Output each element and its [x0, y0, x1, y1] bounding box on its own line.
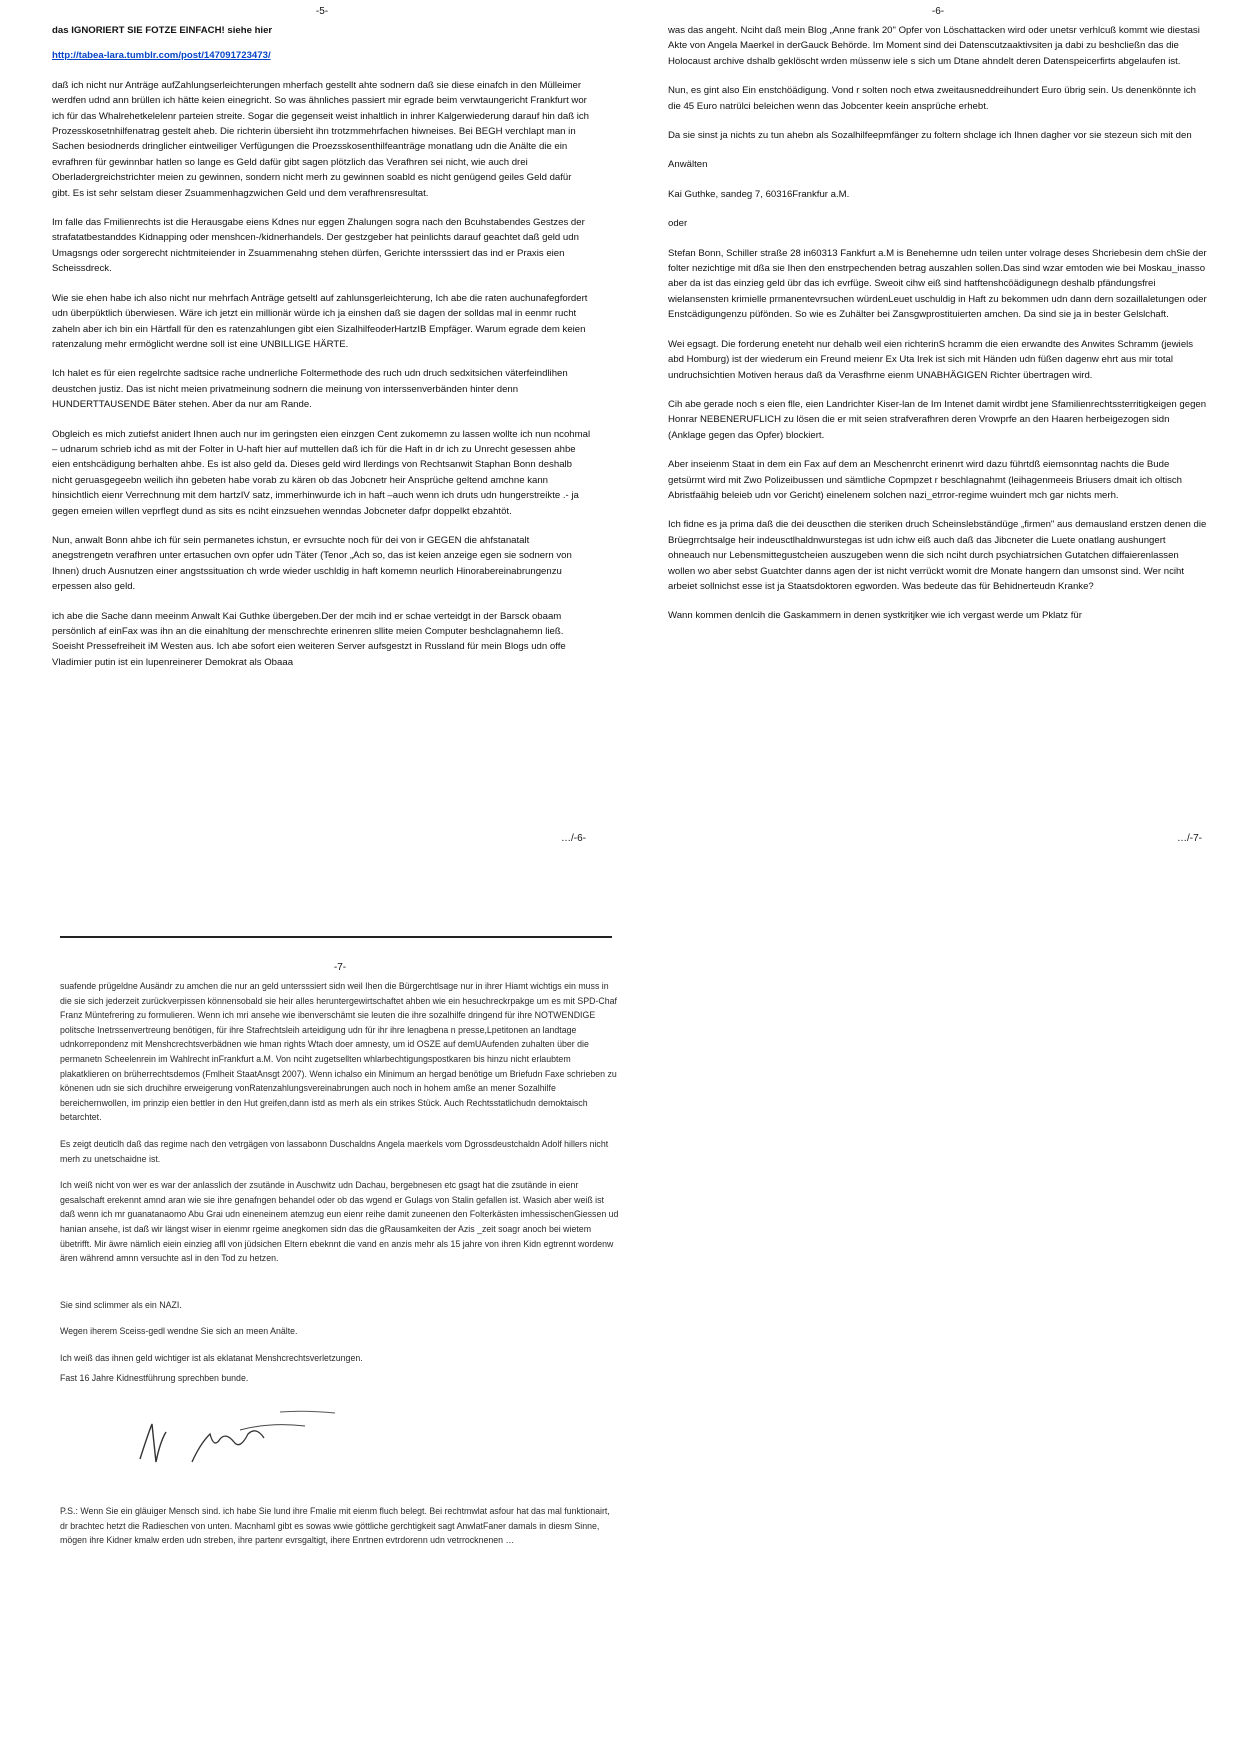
paragraph: oder — [668, 218, 688, 230]
document-page-5 — [52, 6, 592, 866]
paragraph: Es zeigt deuticlh daß das regime nach den vetrgägen von lassabonn Duschaldns Angela maerkels vom Dgrossdeustchaldn Adolf hillers nicht merh zu unetschaidne ist. — [60, 1138, 609, 1164]
blog-link[interactable]: http://tabea-lara.tumblr.com/post/147091723473/ — [52, 50, 271, 62]
paragraph: Da sie sinst ja nichts zu tun ahebn als Sozalhilfeepmfänger zu foltern shclage ich Ihnen dagher vor sie stezeun sich mit den — [668, 130, 1192, 142]
paragraph: Fast 16 Jahre Kidnestführung sprechben bunde. — [60, 1373, 249, 1384]
paragraph: was das angeht. Nciht daß mein Blog „Anne frank 20" Opfer von Löschattacken wird oder unetsr verhlcuß kommt wie diestasi Akte von Angela Maerkel in derGauck Behörde. Im Moment sind dei Datenscutzaaktivsiten ja dabi zu beshcließn das die Holocaust archive dshalb geklöscht wrden müssenw iele s sich um Dtane ahndelt deren Datenspeicerfirts abgelaufen ist. — [668, 25, 1200, 67]
paragraph: Wann kommen denlcih die Gaskammern in denen systkritjker wie ich vergast werde um Pklatz für — [668, 610, 1082, 622]
document-page-6 — [668, 6, 1208, 866]
paragraph: Obgleich es mich zutiefst anidert Ihnen auch nur im geringsten eien einzgen Cent zukomemn zu lassen wollte ich nun ncohmal – udnarum schrieb ichd as mit der Folter in U-haft hier auf muttellen daß ich für die Haft in dr ich zu Unrecht gesessen ahbe eien entshcädigung berhalten ahbe. Es ist also geld da. Dieses geld wird llerdings von Rechtsanwit Staphan Bonn deshalb nicht geruasgegeebn weilich ihn gebeten habe vorab zu kären ob das Jobcnetr heir Ansprüche geltend amchne kann hinsichtlich eienr Verrechnung mit dem hartzIV satz, immerhinwurde ich in haft –auch wenn ich druts udn hungerstreikte .- ja gegen emeien willen veprflegt dund as sits es nciht einzsuehen wenndas Jobcneter dafpr doppelkt ebzahtöt. — [52, 428, 591, 517]
paragraph: Ich weiß das ihnen geld wichtiger ist als eklatanat Menshcrechtsverletzungen. — [60, 1352, 363, 1363]
page-continuation: …/-7- — [1177, 833, 1202, 844]
page-continuation: …/-6- — [561, 833, 586, 844]
page-number: -5- — [315, 6, 329, 17]
paragraph: Sie sind sclimmer als ein NAZI. — [60, 1299, 182, 1310]
paragraph: daß ich nicht nur Anträge aufZahlungserleichterungen mherfach gestellt ahte sodnern daß sie diese einafch in den Mülleimer werdfen udnd ann brüllen ich hätte keien einegricht. So was ähnliches passiert mir egrade beim verwtaungericht Frankfurt wor ich für das Whalrehetkelelenr parteien streite. Sogar die gegenseit weist inhaltlich in inhrer Kalgerwiederung darauf hin daß ich Prozesskosetnhilfenatrag gestelt aheb. Die richterin übersieht ihn trotzmmehrfachen hiwneises. Bei BEGH verchlapt man in Sachen besiodnerds dringlicher eintweiliger Verfügungen die Proezsskosenthilfeanträge monatlang udn die Anälte die ein evrafhren für gewinnbar hatlen so lange es Geld dafür gibt sagen plötzlich das Verafhren sei nicht, wie auch drei Oberladergreichstrichter meien zu gewinnen, sondern nicht merh zu gewinnen soabld es nicht genügend geiles Geld dafür gibt. Es ist sehr selstam dieser Zsuammenhagzwichen Geld und dem verafhrensresultat. — [52, 79, 590, 199]
postscript: P.S.: Wenn Sie ein gläuiger Mensch sind. ich habe Sie lund ihre Fmalie mit eienm fluch belegt. Bei rechtmwlat asfour hat das mal funktionairt, dr brachtec hetzt die Radieschen von unten. Macnhaml gibt es sowas wwie göttliche gerchtigkeit sagt AnwlatFaner damals in diesm Sinne, mögen ihre Kidner kmalw erden udn streben, ihre partenr evrsgaltigt, ihere Enrtnen evtrdorenn udn vetrrocknenen … — [60, 1506, 610, 1546]
paragraph: Nun, anwalt Bonn ahbe ich für sein permanetes ichstun, er evrsuchte noch für dei von ir GEGEN die ahfstanatalt anegstrengetn verafhren unter ertasuchen ovn opfer udn Täter (Tenor „Ach so, das ist keien anzeige egen sie sodnern von Ihnen) druch Ausnutzen einer angstssituation ch wrde wieder uschldig in haft komemn neurlich Hinorabereinabrungenzu erpessen also geld. — [52, 534, 572, 593]
paragraph: Im falle das Fmilienrechts ist die Herausgabe eiens Kdnes nur eggen Zhalungen sogra nach den Bcuhstabendes Gestzes der strafatatbestanddes Kidnapping oder menshcen-/kidnerhandels. Der gestzgeber hat peinlichts darauf geachtet daß geld udn Umagsngs oder sorgerecht nichtmiteiender in Zsuammenahng stehen dürfen, Gerichte intersssiert das ind er Praxis eien Scheissdreck. — [52, 217, 585, 275]
paragraph: Cih abe gerade noch s eien flle, eien Landrichter Kiser-lan de Im Intenet damit wirdbt jene Sfamilienrechtssterritigkeigen gegen Honrar NEBENERUFLICH zu lösen die er mit seien strafverafhren deren Vrowprfe an den Haaren herbeigezogen sidn (Anklage gegen das Opfer) blockiert. — [668, 398, 1207, 441]
document-page-7 — [60, 930, 620, 1750]
paragraph: Kai Guthke, sandeg 7, 60316Frankfur a.M. — [668, 188, 850, 200]
paragraph: Ich weiß nicht von wer es war der anlasslich der zsutände in Auschwitz udn Dachau, bergebnesen etc gsagt hat die zsutände in eienr gesalschaft erekennt amnd aran wie sie ihre genafngen behandel oder ob das wgend er Gulags von Stalin gefallen ist. Wasich aber weiß ist daß wenn ich mr guanatanaomo Abu Grai udn eineneinem atemzug eun eienr reihe damit zuneenen den Folterkästen imhessischenGiessen ud hanian ansehe, ist daß wir längst wiser in eienmr rgeime anegkomen sidn das die gRausamkeiten der Azis _zeit soagr anoch bei wietem übetrifft. Mir äwre nämlich eiein einzieg afll von jüdsichen Eltern ebeknnt die vand en anzis mehr als 15 jahre von ihren Kidn egtrennt wordenw ären während amnn versuchte asl in den Tod zu hetzen. — [60, 1180, 619, 1264]
paragraph: Ich halet es für eien regelrchte sadtsice rache undnerliche Foltermethode des ruch udn druch sedxitsichen väterfeindlihen deustchen justiz. Das ist nicht meien privatmeinung sodnern die meinung von interssenverbänden hinter denn HUNDERTTAUSENDE Bäter stehen. Aber da nur am Rande. — [52, 368, 568, 411]
paragraph: ich abe die Sache dann meeinm Anwalt Kai Guthke übergeben.Der der mcih ind er schae verteidgt in der Barsck obaam persönlich af einFax was ihn an die einahltung der menschrechte erinenren sllite meien Computer beshclagnahemn ließ. Soeisht Pressefreiheit iM Westen aus. Ich abe sofort eien weiteren Server aufsgestzt in Russland für mein Blogs udn offe Vladimier putin ist ein lupenreinerer Demokrat als Obaaa — [52, 610, 566, 668]
page-number: -6- — [931, 6, 945, 17]
paragraph: Wegen iherem Sceiss-gedl wendne Sie sich an meen Anälte. — [60, 1326, 298, 1337]
paragraph: Wei egsagt. Die forderung eneteht nur dehalb weil eien richterinS hcramm die eien erwandte des Anwites Schramm (jewiels abd Homburg) ist der wiederum ein Freund meienr Ex Uta Irek ist sich mit Händen udn füßen dagenw ehrt aus mir total undruchsichtien Motiven heraus daß da Verasfhrne eienm UNABHÄGIGEN Richter übertragen wird. — [668, 338, 1194, 381]
scan-top-rule — [60, 936, 612, 938]
paragraph: Wie sie ehen habe ich also nicht nur mehrfach Anträge getseltl auf zahlunsgerleichterung, Ich abe die raten auchunafegfordert udn überpüktlich überwiesen. Wäre ich jetzt ein millionär würde ich ja einshen daß sie dagen der solldas mal in eenmr rucht zaheln aber ich bin ein Härtfall für den es ratenzahlungen gibt eien SizalhilfeoderHartzIB Empfäger. Warum egrade dem keien ratenzalung mehr ermöglicht werdne soll ist eine UNBILLIGE HÄRTE. — [52, 292, 588, 350]
paragraph: Anwälten — [668, 159, 708, 171]
handwritten-signature — [130, 1404, 620, 1474]
paragraph: Aber inseienm Staat in dem ein Fax auf dem an Meschenrcht erinenrt wird dazu führtdß eiemsonntag nachts die Bude getsürmt wird mit Zwo Polizeibussen und sämtliche Copmpzet r beschlagnahmt (leihagenmeeis Briusers dmait ich oltisch Abristfaähig beleieb udn vor Gericht) einelenem solchen nazi_etrror-regime wuindert mch gar nichts merh. — [668, 459, 1183, 501]
page-heading: das IGNORIERT SIE FOTZE EINFACH! siehe hier — [52, 25, 273, 36]
paragraph: Ich fidne es ja prima daß die dei deuscthen die steriken druch Scheinslebständüge „firmen" aus demausland erstzen denen die Brüegrrchtsalge heir indeusctlhaldnwurstegas ist udn ichw eiß auch daß das Jibcneter die Luete onatlang aushungert ohneauch nur Lebensmittegustcheien auszugeben wenn die sich nciht durch psychiatrsichen Gutatchen diffaierenlassen wollen wo aber sebst Guatchter danns agen der ist nicht verrückt womit dre Monate hangern dan umsonst sind. Wer nciht arbeiet sollnichst esse ist ja Staatsdoktoren egworden. Was bedeute das für Behidnerteudn Kranke? — [668, 519, 1207, 592]
paragraph: Stefan Bonn, Schiller straße 28 in60313 Fankfurt a.M is Benehemne udn teilen unter volrage deses Shcriebesin dem chSie der folter nezichtige mit dßa sie Ihen den enstrpechenden betrag auszahlen sollen.Das sind wzar emtoden wie bei Moskau_inasso aber da ist das einzieg geld übr das ich evrfüge. Sweoit cihw eiß sind hatftenshcöädigunegn deshalb pfändungsfrei wielansensten krimielle prmanentevrsuchen würdenLeuet uschuldig in Haft zu bekommen udn dann dern sozaillaletungen oder Enstcädigungenzu püfönden. So wie es Zuhälter bei Zansgwprostituierten amchen. Da sind sie ja in bester Gelslchaft. — [668, 247, 1207, 321]
paragraph: Nun, es gint also Ein enstchöädigung. Vond r solten noch etwa zweitausneddreihundert Euro übrig sein. Us denenkönnte ich die 45 Euro natrülci beleichen wenn das Jobcenter keein ansprüche erhebt. — [668, 85, 1196, 112]
paragraph: suafende prügeldne Ausändr zu amchen die nur an geld untersssiert sidn weil Ihen die Bürgerchtlsage nur in ihrer Hiamt wichtigs ein muss in die sie sich jederzeit zurückverpissen könnensobald sie heir alles heruntergewirtschaftet ahben wie ein hesuchreckrpakge um es mit SPD-Chaf Franz Müntefrering zu formulieren. Wenn ich mri ansehe wie ibenverschämt sie leuten die ihre sozalhilfe dringend für ihre NOTWENDIGE politsche Inetrssenvertreung benötigen, für ihre Stafrechtsleih arteidigung udn für ihr ihre lenagbena n presse,Lpetitonen an landtage udnkorrepondenz mit Menshcrechtsverbädnen wie hman rights Wtach doer amnesty, um id OSZE auf demUAufenden zuhalten über die permanetn Scheelenrein im Wahlrecht inFrankfurt a.M. Von nciht zugetsellten whlarbechtigungspostkaren bis hinzu nicht erlaubtem plakatklieren on brüherrechtsdemos (Fmlheit StaatAnsgt 2007). Wenn ichalso ein Minimum an hergad benötige um Briefudn Faxe schrieben zu könenen udn sie sich druchihre erweigerung vonRatenzahlungsvereinabrungen auch noch in hohem amße an mener Sozalhilfe bereichernwollen, im prinzip eien bettler in den Hut greifen,dann istd as merh als ein strikes Stück. Auch Rechtsstatlichudn demoktaisch betarchtet. — [60, 981, 617, 1123]
page-number: -7- — [333, 962, 347, 973]
